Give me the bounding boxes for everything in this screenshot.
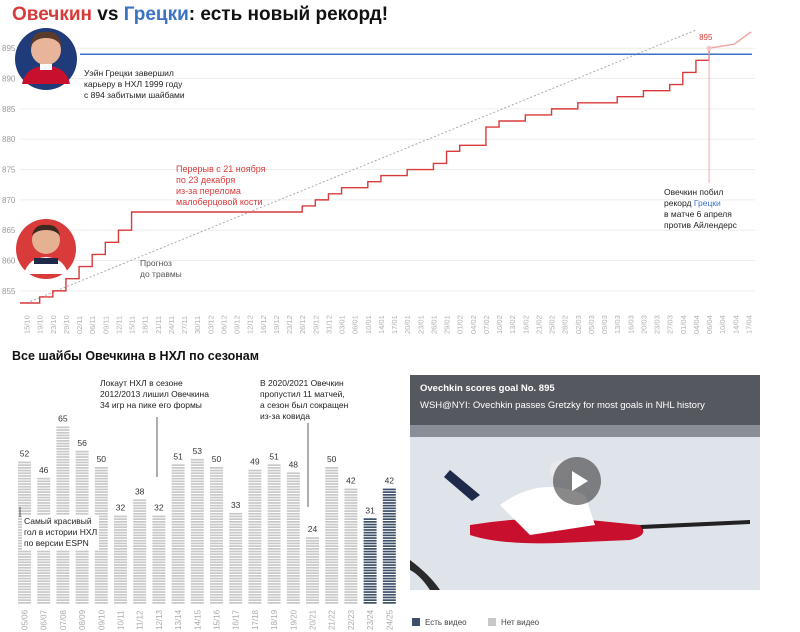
season-label: 21/22 (327, 609, 337, 630)
lockout-note: Локаут НХЛ в сезоне 2012/2013 лишил Овечкина 34 игр на пике его формы (100, 378, 209, 410)
y-tick-label: 885 (2, 104, 16, 114)
season-label: 14/15 (193, 609, 203, 630)
bar-value-label: 42 (346, 475, 356, 486)
video-subtitle: WSH@NYI: Ovechkin passes Gretzky for most goals in NHL history (420, 400, 705, 411)
bar-value-label: 42 (384, 475, 395, 486)
y-tick-label: 870 (2, 195, 16, 205)
ovechkin-avatar (16, 219, 76, 279)
x-tick-label: 14/04 (731, 315, 741, 334)
x-tick-label: 23/03 (652, 315, 662, 334)
x-tick-label: 03/01 (337, 315, 347, 334)
bar-value-label: 50 (211, 454, 222, 464)
season-label: 06/07 (39, 609, 49, 630)
x-tick-label: 26/12 (298, 315, 308, 334)
legend-swatch-no-video (488, 618, 496, 626)
x-tick-label: 23/10 (48, 315, 58, 334)
x-tick-label: 24/11 (166, 315, 176, 334)
x-tick-label: 14/01 (376, 315, 386, 334)
bar-value-label: 33 (230, 499, 241, 510)
x-tick-label: 02/03 (573, 315, 583, 334)
x-tick-label: 01/02 (455, 315, 465, 334)
season-label: 05/06 (20, 609, 30, 630)
season-bar (325, 467, 338, 604)
x-tick-label: 27/11 (180, 315, 190, 334)
video-player[interactable] (410, 375, 760, 590)
record-value-label: 895 (699, 33, 713, 43)
bar-value-label: 49 (250, 456, 260, 467)
covid-note: В 2020/2021 Овечкин пропустил 11 матчей, а сезон был сокращен из-за ковида (260, 378, 349, 421)
season-label: 09/10 (97, 609, 107, 630)
record-note: Овечкин побил рекорд Грецки в матче 6 апреля против Айлендерс (664, 187, 737, 230)
gretzky-note: Уэйн Грецки завершил карьеру в НХЛ 1999 году с 894 забитыми шайбами (84, 68, 185, 100)
season-label: 17/18 (250, 609, 260, 630)
x-tick-label: 13/02 (508, 315, 518, 334)
season-label: 18/19 (270, 609, 280, 630)
season-label: 11/12 (135, 610, 145, 630)
x-tick-label: 28/02 (560, 315, 570, 334)
x-tick-label: 18/11 (140, 315, 150, 334)
season-bar (114, 516, 127, 604)
bar-value-label: 56 (77, 437, 87, 448)
x-tick-label: 26/01 (429, 315, 439, 334)
bar-value-label: 50 (96, 454, 107, 464)
x-tick-label: 10/01 (363, 315, 373, 334)
x-tick-label: 13/03 (613, 315, 623, 334)
x-tick-label: 05/03 (586, 315, 596, 334)
legend-with-video: Есть видео (412, 618, 467, 627)
season-label: 12/13 (154, 609, 164, 630)
bar-value-label: 24 (307, 524, 318, 535)
forecast-note: Прогноз до травмы (140, 258, 182, 279)
season-bar (383, 489, 396, 604)
x-tick-label: 20/03 (639, 315, 649, 334)
x-tick-label: 06/11 (88, 315, 98, 334)
season-label: 07/08 (58, 609, 68, 630)
season-label: 10/11 (116, 610, 126, 630)
x-tick-label: 12/11 (114, 315, 124, 334)
x-tick-label: 29/12 (311, 315, 321, 334)
bar-value-label: 53 (192, 445, 203, 456)
bar-value-label: 65 (58, 413, 68, 424)
season-bar (287, 472, 300, 603)
x-tick-label: 25/02 (547, 315, 557, 334)
x-tick-label: 15/10 (22, 315, 32, 334)
x-tick-label: 17/04 (744, 315, 754, 334)
x-tick-label: 10/04 (718, 315, 728, 334)
x-tick-label: 04/02 (468, 315, 478, 334)
season-label: 13/14 (174, 609, 184, 630)
bar-value-label: 32 (115, 502, 126, 513)
x-tick-label: 17/01 (390, 315, 400, 334)
season-bar (248, 470, 261, 604)
x-tick-label: 07/02 (481, 315, 491, 334)
bar-value-label: 46 (38, 464, 49, 475)
season-bar (344, 489, 357, 604)
x-tick-label: 29/01 (442, 315, 452, 334)
bar-value-label: 31 (365, 505, 375, 516)
x-tick-label: 06/04 (705, 315, 715, 334)
y-tick-label: 875 (2, 165, 16, 175)
legend-no-video: Нет видео (488, 618, 539, 627)
season-label: 08/09 (78, 609, 88, 630)
x-tick-label: 04/04 (691, 315, 701, 334)
x-tick-label: 27/03 (665, 315, 675, 334)
x-tick-label: 19/10 (35, 315, 45, 334)
x-tick-label: 09/12 (232, 315, 242, 334)
season-bar (268, 464, 281, 603)
season-label: 20/21 (308, 609, 318, 630)
x-tick-label: 10/02 (495, 315, 505, 334)
section-title: Все шайбы Овечкина в НХЛ по сезонам (12, 349, 259, 363)
bar-value-label: 48 (288, 459, 299, 470)
x-tick-label: 03/12 (206, 315, 216, 334)
y-tick-label: 895 (2, 44, 16, 54)
season-label: 16/17 (231, 609, 241, 630)
season-label: 24/25 (385, 609, 395, 630)
x-tick-label: 12/12 (245, 315, 255, 334)
bar-value-label: 50 (326, 454, 337, 464)
season-bar (210, 467, 223, 604)
season-bar (152, 516, 165, 604)
y-tick-label: 865 (2, 226, 16, 236)
video-title: Ovechkin scores goal No. 895 (420, 383, 555, 394)
x-tick-label: 15/11 (127, 315, 137, 334)
bar-value-label: 51 (173, 451, 183, 462)
x-tick-label: 16/03 (626, 315, 636, 334)
y-tick-label: 855 (2, 286, 16, 296)
ovechkin-continued-line (709, 32, 751, 48)
x-tick-label: 09/11 (101, 315, 111, 334)
injury-note: Перерыв с 21 ноября по 23 декабря из-за перелома малоберцовой кости (176, 164, 266, 207)
play-icon (553, 457, 601, 505)
x-tick-label: 23/01 (416, 315, 426, 334)
bar-value-label: 38 (134, 486, 145, 497)
x-tick-label: 21/02 (534, 315, 544, 334)
x-tick-label: 06/01 (350, 315, 360, 334)
best-goal-note: Самый красивый гол в истории НХЛ по версии ESPN (24, 516, 98, 548)
gretzky-avatar (15, 28, 77, 90)
bar-value-label: 52 (19, 448, 30, 459)
season-label: 19/20 (289, 609, 299, 630)
x-tick-label: 16/02 (521, 315, 531, 334)
x-tick-label: 01/04 (678, 315, 688, 334)
x-tick-label: 23/12 (285, 315, 295, 334)
bar-value-label: 32 (154, 502, 164, 513)
y-tick-label: 890 (2, 74, 16, 84)
legend-swatch-with-video (412, 618, 420, 626)
x-tick-label: 21/11 (153, 315, 163, 334)
x-tick-label: 20/01 (403, 315, 413, 334)
play-button[interactable] (553, 457, 601, 505)
bar-value-label: 51 (269, 451, 279, 462)
x-tick-label: 19/12 (271, 315, 281, 334)
season-bar (172, 464, 185, 603)
x-tick-label: 30/11 (193, 315, 203, 334)
season-bar (229, 513, 242, 604)
y-tick-label: 860 (2, 256, 16, 266)
season-bar (133, 499, 146, 603)
x-tick-label: 29/10 (61, 315, 71, 334)
season-bar (191, 459, 204, 604)
x-tick-label: 31/12 (324, 315, 334, 334)
season-bar (364, 518, 377, 603)
season-label: 23/24 (366, 609, 376, 630)
season-label: 15/16 (212, 609, 222, 630)
y-tick-label: 880 (2, 135, 16, 145)
record-point (707, 46, 712, 51)
x-tick-label: 16/12 (258, 315, 268, 334)
x-tick-label: 02/11 (75, 315, 85, 334)
season-bar (306, 537, 319, 604)
page-title: Овечкин vs Грецки: есть новый рекорд! (12, 4, 389, 25)
x-tick-label: 06/12 (219, 315, 229, 334)
season-label: 22/23 (346, 609, 356, 630)
x-tick-label: 09/03 (600, 315, 610, 334)
